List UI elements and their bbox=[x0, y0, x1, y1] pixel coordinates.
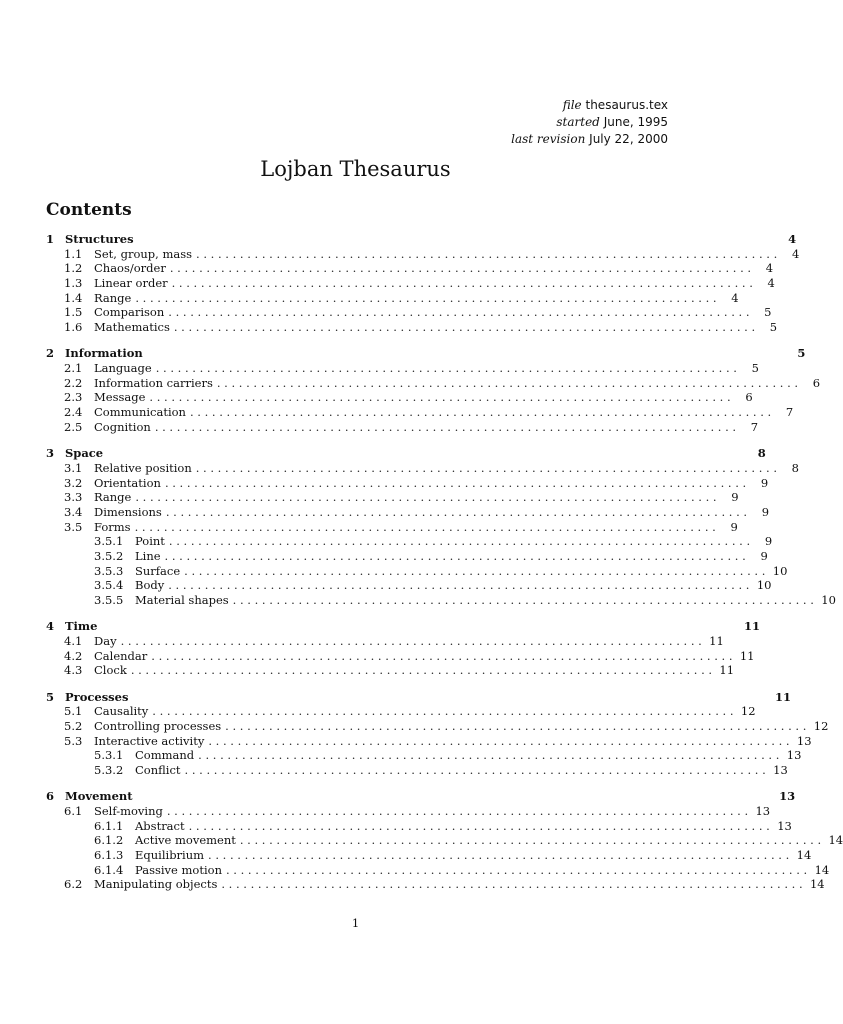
toc-entry-title: Controlling processes bbox=[94, 719, 222, 733]
table-of-contents bbox=[46, 232, 843, 892]
toc-entry-page: 8 bbox=[791, 460, 799, 475]
section-gap bbox=[46, 335, 667, 347]
toc-entry-title: Message bbox=[94, 390, 146, 405]
toc-entry-number: 2.5 bbox=[64, 419, 83, 434]
dot-leader: . . . . . . . . . . . . . . . . . . . . . . . . . . . . . . . . . . . . . . . . . . . . . . . . . . . . . . . . . . . . . . . . . . . . . . . . . . . . . . . . bbox=[169, 261, 752, 276]
toc-entry-page: 13 bbox=[777, 818, 792, 833]
toc-entry-number: 5 bbox=[46, 689, 55, 704]
toc-entry-title: Set, group, mass bbox=[94, 246, 193, 261]
toc-entry-page: 5 bbox=[797, 346, 806, 361]
toc-entry-number: 3.5 bbox=[64, 519, 83, 534]
toc-subsection[interactable] bbox=[46, 261, 774, 276]
dot-leader: . . . . . . . . . . . . . . . . . . . . . . . . . . . . . . . . . . . . . . . . . . . . . . . . . . . . . . . . . . . . . . . . . . . . . . . . . . . . . . . . bbox=[239, 833, 822, 848]
toc-subsubsection[interactable] bbox=[46, 578, 772, 593]
dot-leader: . . . . . . . . . . . . . . . . . . . . . . . . . . . . . . . . . . . . . . . . . . . . . . . . . . . . . . . . . . . . . . . . . . . . . . . . . . . . . . . . bbox=[130, 663, 713, 678]
toc-subsection[interactable] bbox=[46, 419, 759, 435]
dot-leader: . . . . . . . . . . . . . . . . . . . . . . . . . . . . . . . . . . . . . . . . . . . . . . . . . . . . . . . . . . . . . . . . . . . . . . . . . . . . . . . . bbox=[135, 490, 717, 505]
toc-entry-page: 4 bbox=[791, 246, 800, 261]
toc-subsection[interactable] bbox=[46, 733, 812, 749]
toc-entry-title: Passive motion bbox=[135, 862, 222, 877]
toc-entry-title: Orientation bbox=[94, 475, 161, 490]
dot-leader: . . . . . . . . . . . . . . . . . . . . . . . . . . . . . . . . . . . . . . . . . . . . . . . . . . . . . . . . . . . . . . . . . . . . . . . . . . . . . . . . bbox=[189, 405, 772, 420]
toc-entry-page: 9 bbox=[760, 548, 768, 563]
toc-entry-number: 2.1 bbox=[64, 361, 83, 376]
toc-entry-title: Movement bbox=[65, 789, 133, 804]
dot-leader: . . . . . . . . . . . . . . . . . . . . . . . . . . . . . . . . . . . . . . . . . . . . . . . . . . . . . . . . . . . . . . . . . . . . . . . . . . . . . . . . bbox=[152, 704, 734, 719]
toc-entry-title: Dimensions bbox=[94, 504, 162, 519]
toc-entry-number: 5.3.1 bbox=[94, 748, 124, 763]
toc-entry-title: Surface bbox=[135, 563, 181, 578]
toc-entry-number: 1 bbox=[46, 232, 55, 246]
toc-subsection[interactable] bbox=[46, 320, 778, 335]
toc-entry-title: Line bbox=[135, 548, 161, 563]
toc-entry-page: 9 bbox=[730, 519, 738, 534]
toc-entry-number: 4.1 bbox=[64, 633, 83, 648]
toc-subsection[interactable] bbox=[46, 504, 770, 520]
toc-entry-page: 4 bbox=[767, 276, 775, 291]
dot-leader: . . . . . . . . . . . . . . . . . . . . . . . . . . . . . . . . . . . . . . . . . . . . . . . . . . . . . . . . . . . . . . . . . . . . . . . . . . . . . . . . bbox=[225, 719, 807, 733]
toc-entry-number: 6.1.4 bbox=[94, 862, 124, 877]
toc-subsection[interactable] bbox=[46, 361, 759, 376]
toc-subsection[interactable] bbox=[46, 704, 756, 719]
dot-leader: . . . . . . . . . . . . . . . . . . . . . . . . . . . . . . . . . . . . . . . . . . . . . . . . . . . . . . . . . . . . . . . . . . . . . . . . . . . . . . . . bbox=[225, 862, 808, 877]
toc-section[interactable] bbox=[46, 232, 797, 247]
dot-leader: . . . . . . . . . . . . . . . . . . . . . . . . . . . . . . . . . . . . . . . . . . . . . . . . . . . . . . . . . . . . . . . . . . . . . . . . . . . . . . . . bbox=[120, 633, 702, 648]
dot-leader: . . . . . . . . . . . . . . . . . . . . . . . . . . . . . . . . . . . . . . . . . . . . . . . . . . . . . . . . . . . . . . . . . . . . . . . . . . . . . . . . bbox=[151, 648, 733, 663]
meta-last-revision: last revision July 22, 2000 bbox=[511, 132, 668, 146]
toc-subsection[interactable] bbox=[46, 475, 769, 491]
toc-section[interactable] bbox=[46, 346, 806, 361]
toc-entry-page: 9 bbox=[731, 490, 739, 505]
toc-entry-number: 6.1.3 bbox=[94, 848, 124, 863]
toc-subsubsection[interactable] bbox=[46, 534, 773, 549]
toc-entry-number: 6.1 bbox=[64, 804, 83, 819]
toc-entry-number: 2.3 bbox=[64, 390, 83, 405]
toc-entry-page: 11 bbox=[709, 633, 724, 648]
toc-entry-title: Range bbox=[94, 290, 132, 305]
toc-entry-page: 7 bbox=[750, 419, 759, 434]
toc-entry-page: 5 bbox=[751, 361, 759, 376]
toc-subsection[interactable] bbox=[46, 276, 775, 291]
toc-entry-page: 13 bbox=[773, 763, 788, 778]
toc-entry-title: Calendar bbox=[94, 648, 148, 663]
document-title: Lojban Thesaurus bbox=[260, 157, 451, 181]
toc-subsection[interactable] bbox=[46, 877, 825, 892]
toc-entry-page: 6 bbox=[812, 375, 821, 390]
toc-subsubsection[interactable] bbox=[46, 593, 836, 608]
toc-entry-number: 4.2 bbox=[64, 648, 83, 663]
dot-leader: . . . . . . . . . . . . . . . . . . . . . . . . . . . . . . . . . . . . . . . . . . . . . . . . . . . . . . . . . . . . . . . . . . . . . . . . . . . . . . . . bbox=[184, 563, 766, 578]
section-gap bbox=[46, 678, 667, 690]
toc-entry-number: 5.3 bbox=[64, 733, 83, 748]
toc-subsection[interactable] bbox=[46, 290, 739, 306]
toc-entry-number: 6.2 bbox=[64, 877, 83, 892]
toc-subsubsection[interactable] bbox=[46, 748, 802, 763]
toc-entry-page: 4 bbox=[731, 290, 739, 305]
toc-entry-page: 10 bbox=[756, 578, 772, 593]
dot-leader: . . . . . . . . . . . . . . . . . . . . . . . . . . . . . . . . . . . . . . . . . . . . . . . . . . . . . . . . . . . . . . . . . . . . . . . . . . . . . . . . bbox=[168, 534, 751, 549]
dot-leader: . . . . . . . . . . . . . . . . . . . . . . . . . . . . . . . . . . . . . . . . . . . . . . . . . . . . . . . . . . . . . . . . . . . . . . . . . . . . . . . . bbox=[164, 475, 747, 490]
dot-leader: . . . . . . . . . . . . . . . . . . . . . . . . . . . . . . . . . . . . . . . . . . . . . . . . . . . . . . . . . . . . . . . . . . . . . . . . . . . . . . . . bbox=[168, 578, 750, 593]
toc-subsection[interactable] bbox=[46, 648, 755, 664]
toc-subsection[interactable] bbox=[46, 490, 739, 505]
toc-entry-title: Time bbox=[65, 619, 98, 634]
toc-entry-page: 12 bbox=[813, 719, 829, 733]
dot-leader: . . . . . . . . . . . . . . . . . . . . . . . . . . . . . . . . . . . . . . . . . . . . . . . . . . . . . . . . . . . . . . . . . . . . . . . . . . . . . . . . bbox=[198, 748, 780, 763]
toc-entry-title: Day bbox=[94, 633, 117, 648]
toc-entry-page: 8 bbox=[757, 446, 766, 461]
toc-subsubsection[interactable] bbox=[46, 818, 792, 834]
meta-started: started June, 1995 bbox=[556, 115, 668, 129]
toc-subsection[interactable] bbox=[46, 246, 800, 262]
dot-leader: . . . . . . . . . . . . . . . . . . . . . . . . . . . . . . . . . . . . . . . . . . . . . . . . . . . . . . . . . . . . . . . . . . . . . . . . . . . . . . . . bbox=[195, 460, 777, 475]
toc-entry-title: Self-moving bbox=[94, 804, 163, 819]
toc-entry-number: 6.1.2 bbox=[94, 833, 124, 848]
toc-section[interactable] bbox=[46, 619, 761, 634]
toc-entry-page: 7 bbox=[785, 405, 794, 420]
toc-entry-page: 9 bbox=[761, 504, 770, 519]
toc-section[interactable] bbox=[46, 789, 796, 804]
toc-entry-number: 5.3.2 bbox=[94, 763, 124, 778]
section-gap bbox=[46, 435, 667, 447]
dot-leader: . . . . . . . . . . . . . . . . . . . . . . . . . . . . . . . . . . . . . . . . . . . . . . . . . . . . . . . . . . . . . . . . . . . . . . . . . . . . . . . . bbox=[208, 733, 790, 748]
toc-section[interactable] bbox=[46, 689, 792, 705]
toc-entry-number: 1.6 bbox=[64, 320, 83, 335]
dot-leader: . . . . . . . . . . . . . . . . . . . . . . . . . . . . . . . . . . . . . . . . . . . . . . . . . . . . . . . . . . . . . . . . . . . . . . . . . . . . . . . . bbox=[154, 419, 737, 434]
dot-leader: . . . . . . . . . . . . . . . . . . . . . . . . . . . . . . . . . . . . . . . . . . . . . . . . . . . . . . . . . . . . . . . . . . . . . . . . . . . . . . . . bbox=[155, 361, 737, 376]
dot-leader: . . . . . . . . . . . . . . . . . . . . . . . . . . . . . . . . . . . . . . . . . . . . . . . . . . . . . . . . . . . . . . . . . . . . . . . . . . . . . . . . bbox=[134, 519, 716, 534]
toc-subsubsection[interactable] bbox=[46, 848, 812, 863]
toc-entry-number: 1.3 bbox=[64, 276, 83, 291]
toc-subsubsection[interactable] bbox=[46, 763, 788, 778]
toc-entry-title: Range bbox=[94, 490, 132, 505]
toc-entry-number: 1.2 bbox=[64, 261, 83, 276]
toc-subsection[interactable] bbox=[46, 390, 753, 405]
toc-entry-title: Space bbox=[65, 446, 104, 461]
toc-entry-title: Communication bbox=[94, 405, 186, 420]
toc-entry-title: Manipulating objects bbox=[94, 877, 218, 892]
dot-leader: . . . . . . . . . . . . . . . . . . . . . . . . . . . . . . . . . . . . . . . . . . . . . . . . . . . . . . . . . . . . . . . . . . . . . . . . . . . . . . . . bbox=[164, 548, 746, 563]
toc-entry-page: 13 bbox=[779, 789, 796, 804]
toc-entry-number: 3.4 bbox=[64, 504, 83, 519]
meta-file: file thesaurus.tex bbox=[562, 98, 668, 112]
toc-section[interactable] bbox=[46, 446, 766, 461]
toc-entry-number: 4 bbox=[46, 619, 55, 634]
toc-entry-number: 3.5.3 bbox=[94, 563, 124, 578]
toc-entry-number: 3.5.2 bbox=[94, 548, 124, 563]
dot-leader: . . . . . . . . . . . . . . . . . . . . . . . . . . . . . . . . . . . . . . . . . . . . . . . . . . . . . . . . . . . . . . . . . . . . . . . . . . . . . . . . bbox=[168, 305, 750, 320]
toc-entry-page: 9 bbox=[764, 534, 773, 549]
contents-heading: Contents bbox=[46, 200, 132, 220]
toc-entry-page: 14 bbox=[809, 877, 825, 892]
toc-entry-title: Clock bbox=[94, 663, 127, 678]
toc-subsection[interactable] bbox=[46, 633, 724, 649]
toc-subsection[interactable] bbox=[46, 663, 735, 678]
toc-entry-number: 4.3 bbox=[64, 663, 83, 678]
toc-subsection[interactable] bbox=[46, 804, 771, 819]
dot-leader: . . . . . . . . . . . . . . . . . . . . . . . . . . . . . . . . . . . . . . . . . . . . . . . . . . . . . . . . . . . . . . . . . . . . . . . . . . . . . . . . bbox=[232, 593, 814, 607]
toc-entry-page: 5 bbox=[764, 305, 772, 320]
dot-leader: . . . . . . . . . . . . . . . . . . . . . . . . . . . . . . . . . . . . . . . . . . . . . . . . . . . . . . . . . . . . . . . . . . . . . . . . . . . . . . . . bbox=[208, 848, 790, 863]
toc-entry-title: Processes bbox=[65, 689, 129, 704]
toc-entry-number: 1.1 bbox=[64, 246, 83, 261]
toc-subsubsection[interactable] bbox=[46, 862, 830, 878]
toc-entry-number: 3.3 bbox=[64, 490, 83, 505]
dot-leader: . . . . . . . . . . . . . . . . . . . . . . . . . . . . . . . . . . . . . . . . . . . . . . . . . . . . . . . . . . . . . . . . . . . . . . . . . . . . . . . . bbox=[184, 763, 766, 778]
toc-entry-page: 11 bbox=[739, 648, 755, 663]
toc-entry-number: 3.5.5 bbox=[94, 593, 124, 607]
toc-entry-page: 6 bbox=[745, 390, 753, 405]
toc-entry-number: 3.1 bbox=[64, 460, 83, 475]
toc-entry-title: Information bbox=[65, 346, 143, 361]
toc-entry-title: Information carriers bbox=[94, 375, 213, 390]
toc-entry-title: Mathematics bbox=[94, 320, 170, 335]
dot-leader: . . . . . . . . . . . . . . . . . . . . . . . . . . . . . . . . . . . . . . . . . . . . . . . . . . . . . . . . . . . . . . . . . . . . . . . . . . . . . . . . bbox=[173, 320, 756, 335]
toc-entry-number: 2.2 bbox=[64, 375, 83, 390]
document-metadata bbox=[511, 97, 668, 148]
toc-entry-title: Cognition bbox=[94, 419, 151, 434]
dot-leader: . . . . . . . . . . . . . . . . . . . . . . . . . . . . . . . . . . . . . . . . . . . . . . . . . . . . . . . . . . . . . . . . . . . . . . . . . . . . . . . . bbox=[171, 276, 753, 291]
toc-entry-page: 4 bbox=[788, 232, 797, 246]
toc-entry-page: 13 bbox=[796, 733, 812, 748]
toc-entry-title: Structures bbox=[65, 232, 134, 246]
toc-entry-title: Forms bbox=[94, 519, 131, 534]
toc-entry-page: 12 bbox=[740, 704, 756, 719]
toc-entry-number: 2.4 bbox=[64, 405, 83, 420]
toc-entry-title: Abstract bbox=[135, 818, 185, 833]
section-gap bbox=[46, 608, 667, 620]
toc-entry-page: 4 bbox=[765, 261, 774, 276]
dot-leader: . . . . . . . . . . . . . . . . . . . . . . . . . . . . . . . . . . . . . . . . . . . . . . . . . . . . . . . . . . . . . . . . . . . . . . . . . . . . . . . . bbox=[149, 390, 731, 405]
toc-entry-title: Chaos/order bbox=[94, 261, 166, 276]
toc-entry-number: 3 bbox=[46, 446, 55, 461]
toc-entry-page: 13 bbox=[786, 748, 802, 763]
toc-subsubsection[interactable] bbox=[46, 563, 788, 579]
toc-entry-number: 6.1.1 bbox=[94, 818, 124, 833]
toc-entry-title: Material shapes bbox=[135, 593, 229, 607]
toc-subsection[interactable] bbox=[46, 405, 794, 420]
dot-leader: . . . . . . . . . . . . . . . . . . . . . . . . . . . . . . . . . . . . . . . . . . . . . . . . . . . . . . . . . . . . . . . . . . . . . . . . . . . . . . . . bbox=[196, 246, 778, 261]
toc-entry-title: Relative position bbox=[94, 460, 192, 475]
toc-entry-page: 5 bbox=[769, 320, 778, 335]
toc-subsection[interactable] bbox=[46, 305, 772, 320]
toc-entry-page: 14 bbox=[796, 848, 812, 863]
toc-entry-title: Command bbox=[135, 748, 195, 763]
toc-entry-page: 13 bbox=[755, 804, 771, 819]
toc-entry-number: 5.1 bbox=[64, 704, 83, 719]
toc-entry-number: 3.5.1 bbox=[94, 534, 124, 549]
toc-entry-title: Body bbox=[135, 578, 165, 593]
toc-entry-title: Interactive activity bbox=[94, 733, 205, 748]
section-gap bbox=[46, 778, 667, 790]
page-number: 1 bbox=[351, 916, 360, 930]
toc-entry-page: 11 bbox=[744, 619, 761, 634]
toc-entry-number: 3.5.4 bbox=[94, 578, 124, 593]
toc-entry-page: 11 bbox=[775, 689, 792, 704]
toc-entry-title: Equilibrium bbox=[135, 848, 205, 863]
toc-entry-number: 3.2 bbox=[64, 475, 83, 490]
toc-entry-title: Active movement bbox=[135, 833, 236, 848]
toc-entry-page: 11 bbox=[719, 663, 735, 678]
dot-leader: . . . . . . . . . . . . . . . . . . . . . . . . . . . . . . . . . . . . . . . . . . . . . . . . . . . . . . . . . . . . . . . . . . . . . . . . . . . . . . . . bbox=[135, 290, 717, 305]
toc-subsection[interactable] bbox=[46, 519, 738, 535]
toc-entry-title: Linear order bbox=[94, 276, 168, 291]
toc-entry-title: Causality bbox=[94, 704, 149, 719]
toc-entry-page: 9 bbox=[760, 475, 769, 490]
toc-entry-number: 1.5 bbox=[64, 305, 83, 320]
toc-subsection[interactable] bbox=[46, 375, 821, 391]
dot-leader: . . . . . . . . . . . . . . . . . . . . . . . . . . . . . . . . . . . . . . . . . . . . . . . . . . . . . . . . . . . . . . . . . . . . . . . . . . . . . . . . bbox=[216, 375, 799, 390]
toc-entry-page: 14 bbox=[814, 862, 830, 877]
dot-leader: . . . . . . . . . . . . . . . . . . . . . . . . . . . . . . . . . . . . . . . . . . . . . . . . . . . . . . . . . . . . . . . . . . . . . . . . . . . . . . . . bbox=[188, 818, 770, 833]
toc-entry-page: 10 bbox=[821, 593, 836, 607]
toc-entry-number: 1.4 bbox=[64, 290, 83, 305]
toc-subsection[interactable] bbox=[46, 719, 829, 734]
toc-subsubsection[interactable] bbox=[46, 833, 843, 848]
toc-subsubsection[interactable] bbox=[46, 548, 768, 564]
toc-entry-page: 10 bbox=[772, 563, 788, 578]
toc-entry-number: 2 bbox=[46, 346, 55, 361]
toc-entry-title: Conflict bbox=[135, 763, 181, 778]
dot-leader: . . . . . . . . . . . . . . . . . . . . . . . . . . . . . . . . . . . . . . . . . . . . . . . . . . . . . . . . . . . . . . . . . . . . . . . . . . . . . . . . bbox=[165, 504, 748, 519]
toc-subsection[interactable] bbox=[46, 460, 799, 476]
toc-entry-title: Language bbox=[94, 361, 152, 376]
toc-entry-page: 14 bbox=[828, 833, 843, 848]
toc-entry-title: Comparison bbox=[94, 305, 165, 320]
dot-leader: . . . . . . . . . . . . . . . . . . . . . . . . . . . . . . . . . . . . . . . . . . . . . . . . . . . . . . . . . . . . . . . . . . . . . . . . . . . . . . . . bbox=[221, 877, 803, 892]
toc-entry-title: Point bbox=[135, 534, 165, 549]
toc-entry-number: 6 bbox=[46, 789, 55, 804]
dot-leader: . . . . . . . . . . . . . . . . . . . . . . . . . . . . . . . . . . . . . . . . . . . . . . . . . . . . . . . . . . . . . . . . . . . . . . . . . . . . . . . . bbox=[166, 804, 749, 819]
toc-entry-number: 5.2 bbox=[64, 719, 83, 733]
